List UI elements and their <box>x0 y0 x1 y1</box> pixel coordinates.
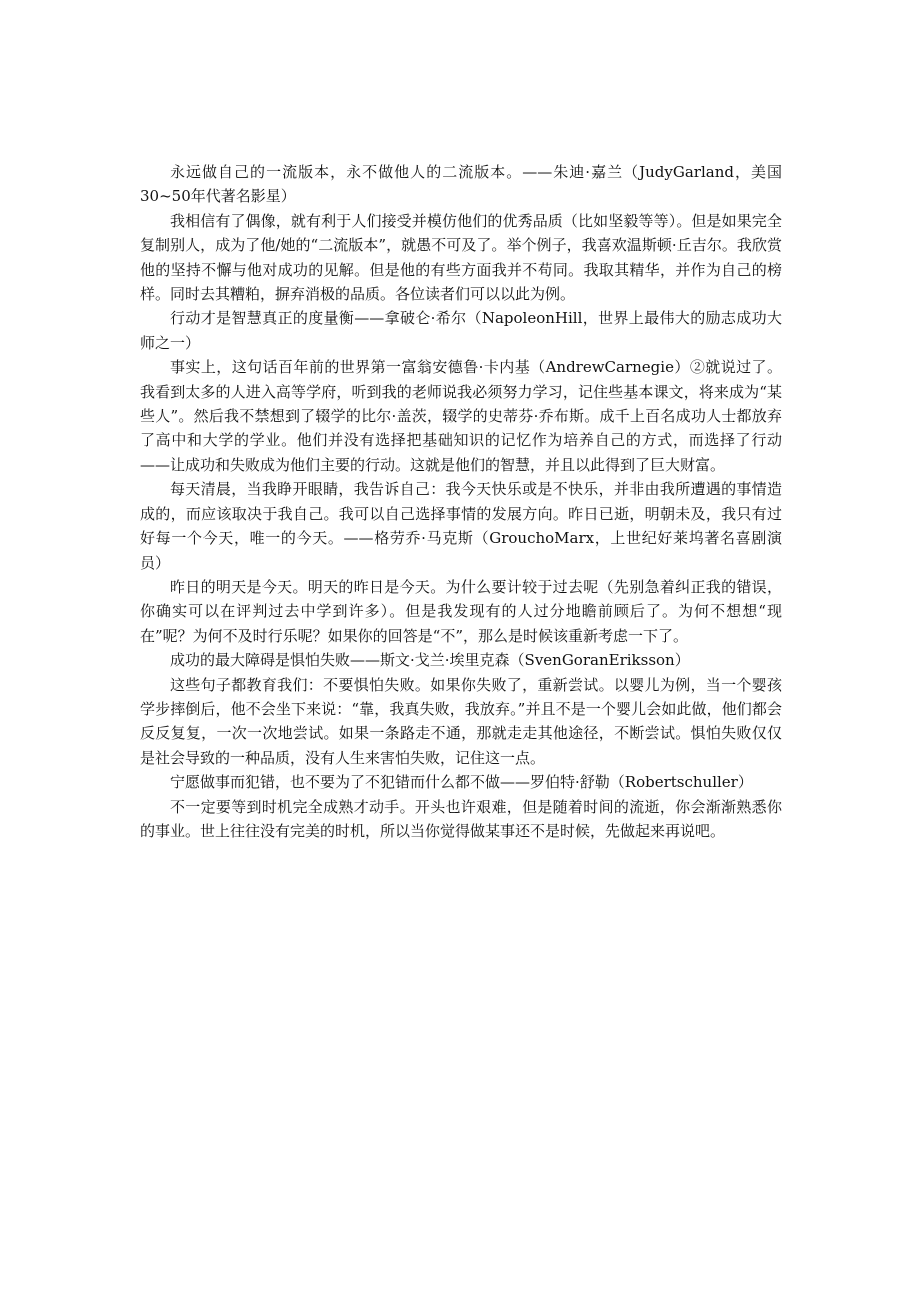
document-body <box>140 160 782 843</box>
quote-paragraph-napoleon-hill: 行动才是智慧真正的度量衡——拿破仑·希尔（NapoleonHill，世界上最伟大的励志成功大师之一） <box>140 309 782 352</box>
quote-paragraph-robert-schuller: 宁愿做事而犯错，也不要为了不犯错而什么都不做——罗伯特·舒勒（Robertschuller） <box>170 773 753 792</box>
commentary-paragraph-failure: 这些句子都教育我们：不要惧怕失败。如果你失败了，重新尝试。以婴儿为例，当一个婴孩学步摔倒后，他不会坐下来说：“靠，我真失败，我放弃。”并且不是一个婴儿会如此做，他们都会反反复复，一次一次地尝试。如果一条路走不通，那就走走其他途径，不断尝试。惧怕失败仅仅是社会导致的一种品质，没有人生来害怕失败，记住这一点。 <box>140 675 782 767</box>
quote-paragraph-judy-garland: 永远做自己的一流版本，永不做他人的二流版本。——朱迪·嘉兰（JudyGarland，美国30~50年代著名影星） <box>140 163 782 206</box>
quote-paragraph-groucho-marx: 每天清晨，当我睁开眼睛，我告诉自己：我今天快乐或是不快乐，并非由我所遭遇的事情造成的，而应该取决于我自己。我可以自己选择事情的发展方向。昨日已逝，明朝未及，我只有过好每一个今天，唯一的今天。——格劳乔·马克斯（GrouchoMarx，上世纪好莱坞著名喜剧演员） <box>140 480 782 572</box>
commentary-paragraph-idols: 我相信有了偶像，就有利于人们接受并模仿他们的优秀品质（比如坚毅等等）。但是如果完全复制别人，成为了他/她的“二流版本”，就愚不可及了。举个例子，我喜欢温斯顿·丘吉尔。我欣赏他的坚持不懈与他对成功的见解。但是他的有些方面我并不苟同。我取其精华，并作为自己的榜样。同时去其糟粕，摒弃消极的品质。各位读者们可以以此为例。 <box>140 211 782 304</box>
commentary-paragraph-today: 昨日的明天是今天。明天的昨日是今天。为什么要计较于过去呢（先别急着纠正我的错误，你确实可以在评判过去中学到许多）。但是我发现有的人过分地瞻前顾后了。为何不想想“现在”呢？为何不及时行乐呢？如果你的回答是“不”，那么是时候该重新考虑一下了。 <box>140 577 782 645</box>
commentary-paragraph-action: 事实上，这句话百年前的世界第一富翁安德鲁·卡内基（AndrewCarnegie）②就说过了。我看到太多的人进入高等学府，听到我的老师说我必须努力学习，记住些基本课文，将来成为“某些人”。然后我不禁想到了辍学的比尔·盖茨，辍学的史蒂芬·乔布斯。成千上百名成功人士都放弃了高中和大学的学业。他们并没有选择把基础知识的记忆作为培养自己的方式，而选择了行动——让成功和失败成为他们主要的行动。这就是他们的智慧，并且以此得到了巨大财富。 <box>140 358 782 474</box>
commentary-paragraph-timing: 不一定要等到时机完全成熟才动手。开头也许艰难，但是随着时间的流逝，你会渐渐熟悉你的事业。世上往往没有完美的时机，所以当你觉得做某事还不是时候，先做起来再说吧。 <box>140 797 782 840</box>
quote-paragraph-sven-goran-eriksson: 成功的最大障碍是惧怕失败——斯文·戈兰·埃里克森（SvenGoranEriksson） <box>170 651 690 670</box>
